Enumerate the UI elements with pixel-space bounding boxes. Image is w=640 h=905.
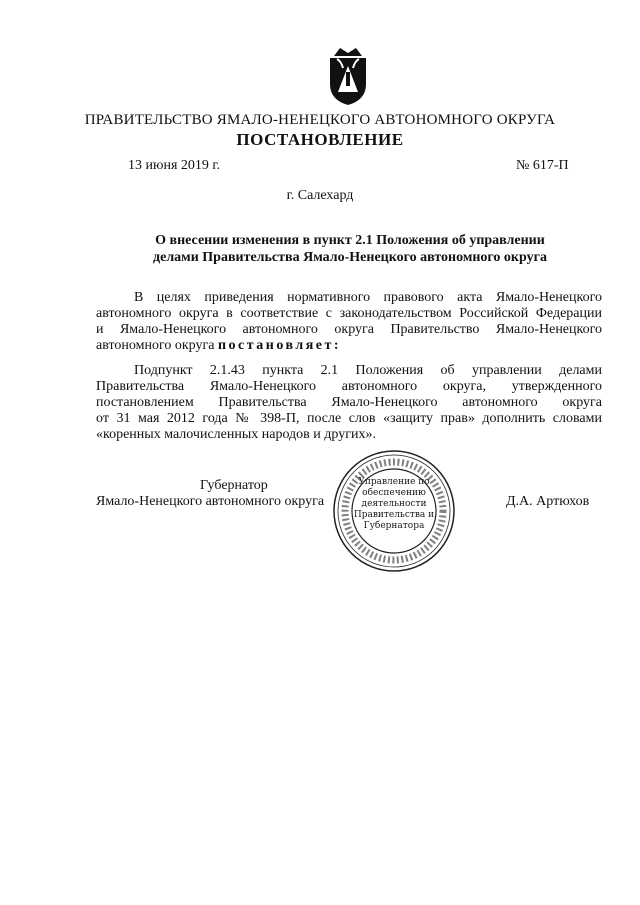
government-name: ПРАВИТЕЛЬСТВО ЯМАЛО-НЕНЕЦКОГО АВТОНОМНОГО ОКРУГА <box>84 112 556 128</box>
paragraph-preamble <box>96 290 602 354</box>
heading-line: делами Правительства Ямало-Ненецкого автономного округа <box>153 250 547 265</box>
seal-text: Управление по обеспечению деятельности Правительства и Губернатора <box>353 477 435 531</box>
signature-title: Губернатор <box>200 478 268 493</box>
paragraph-line: В целях приведения нормативного правового акта Ямало-Ненецкого <box>134 290 602 305</box>
paragraph-line: и Ямало-Ненецкого автономного округа Правительство Ямало-Ненецкого <box>96 322 602 337</box>
document-heading <box>100 232 600 266</box>
signatory-name: Д.А. Артюхов <box>506 494 590 509</box>
document-type: ПОСТАНОВЛЕНИЕ <box>236 130 404 149</box>
document-city: г. Салехард <box>286 188 354 203</box>
signature-title-region: Ямало-Ненецкого автономного округа <box>96 494 325 509</box>
paragraph-line: постановлением Правительства Ямало-Ненецкого автономного округа <box>96 395 602 410</box>
paragraph-line: автономного округа постановляет: <box>96 338 342 353</box>
paragraph-line: Правительства Ямало-Ненецкого автономного округа, утвержденного <box>96 379 602 394</box>
paragraph-line: от 31 мая 2012 года № 398-П, после слов «защиту прав» дополнить словами <box>96 411 602 426</box>
paragraph-line: автономного округа в соответствие с законодательством Российской Федерации <box>96 306 602 321</box>
resolution-keyword: постановляет: <box>217 338 342 353</box>
heading-line: О внесении изменения в пункт 2.1 Положения об управлении <box>155 233 545 248</box>
paragraph-line: Подпункт 2.1.43 пункта 2.1 Положения об управлении делами <box>134 363 602 378</box>
coat-of-arms-emblem <box>326 44 370 106</box>
paragraph-resolution <box>96 363 602 443</box>
paragraph-line: «коренных малочисленных народов и других». <box>96 427 376 442</box>
document-date: 13 июня 2019 г. <box>128 158 221 173</box>
document-number: № 617-П <box>516 158 569 173</box>
